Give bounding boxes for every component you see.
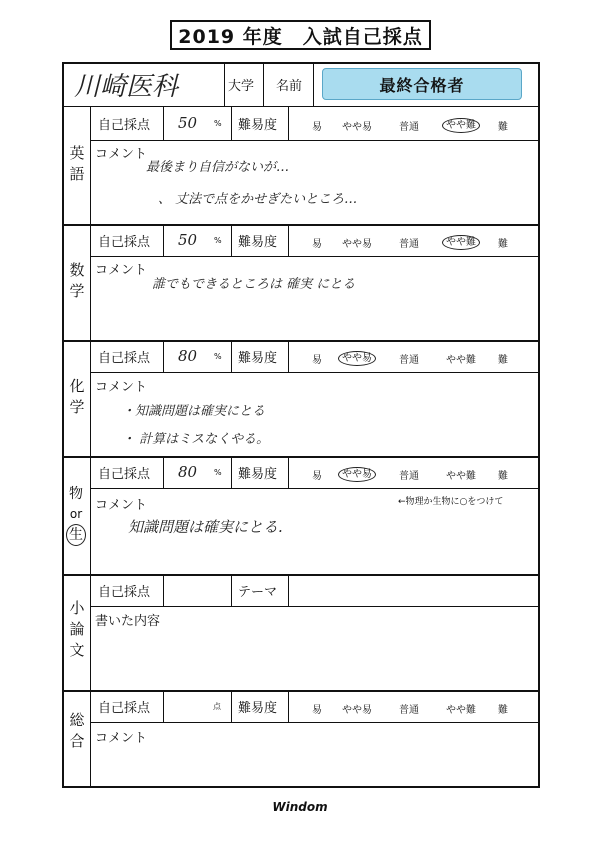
difficulty-option-hard[interactable]: 難 (498, 122, 508, 133)
difficulty-option-normal[interactable]: 普通 (399, 705, 419, 716)
difficulty-option-hard[interactable]: 難 (498, 471, 508, 482)
written-content-label: 書いた内容 (95, 614, 161, 629)
difficulty-option-hard[interactable]: 難 (498, 705, 508, 716)
selected-difficulty: やや易 (338, 351, 376, 366)
difficulty-option-normal[interactable]: 普通 (399, 122, 419, 133)
divider (90, 106, 91, 788)
divider (90, 488, 540, 489)
difficulty-option-normal[interactable]: 普通 (399, 355, 419, 366)
footer-brand: Windom (272, 800, 328, 814)
divider (288, 574, 289, 606)
subject-biology-circled[interactable]: 生 (66, 524, 86, 546)
university-label: 大学 (228, 78, 255, 94)
comment-label: コメント (95, 498, 148, 513)
subject-label-math (62, 262, 90, 304)
percent-sign: % (214, 118, 222, 128)
subject-label-english (62, 145, 90, 187)
comment-label: コメント (95, 147, 148, 162)
points-label: 点 (213, 701, 221, 711)
comment-label: コメント (95, 380, 148, 395)
divider (90, 140, 540, 141)
difficulty-option-somewhat-hard[interactable]: やや難 (446, 705, 476, 716)
divider (163, 224, 164, 256)
subject-or: or (69, 507, 83, 521)
comment-line[interactable]: 、 丈法で点をかせぎたいところ… (158, 192, 358, 207)
self-score-label: 自己採点 (98, 584, 151, 600)
comment-line[interactable]: ・知識問題は確実にとる (122, 404, 266, 419)
subject-char: 総合 (67, 712, 86, 754)
self-score-label: 自己採点 (98, 117, 151, 133)
comment-line[interactable]: ・ 計算はミスなくやる。 (122, 432, 270, 447)
percent-sign: % (214, 235, 222, 245)
score-value[interactable]: 80 (178, 347, 198, 365)
divider (313, 62, 314, 106)
percent-sign: % (214, 467, 222, 477)
difficulty-option-normal[interactable]: 普通 (399, 239, 419, 250)
difficulty-label: 難易度 (238, 466, 278, 482)
subject-label-physics-or-biology (62, 484, 90, 546)
self-score-label: 自己採点 (98, 350, 151, 366)
divider (224, 62, 225, 106)
subject-choice-instruction: ←物理か生物に○をつけて (398, 497, 504, 507)
self-score-label: 自己採点 (98, 466, 151, 482)
name-label: 名前 (276, 78, 303, 94)
difficulty-label: 難易度 (238, 117, 278, 133)
divider (90, 372, 540, 373)
difficulty-option-normal[interactable]: 普通 (399, 471, 419, 482)
divider (90, 722, 540, 723)
selected-difficulty: やや難 (442, 235, 480, 250)
subject-label-overall (62, 712, 90, 754)
score-value[interactable]: 50 (178, 231, 198, 249)
subject-char: 英語 (67, 145, 86, 187)
divider (231, 690, 232, 722)
subject-label-chemistry (62, 378, 90, 420)
difficulty-option-easy[interactable]: 易 (312, 355, 322, 366)
difficulty-option-somewhat-easy[interactable]: やや易 (342, 239, 372, 250)
difficulty-option-easy[interactable]: 易 (312, 705, 322, 716)
difficulty-option-hard[interactable]: 難 (498, 355, 508, 366)
score-value[interactable]: 50 (178, 114, 198, 132)
difficulty-option-somewhat-easy[interactable] (336, 349, 378, 364)
subject-label-essay (62, 600, 90, 663)
difficulty-option-hard[interactable]: 難 (498, 239, 508, 250)
divider (163, 574, 164, 606)
divider (163, 106, 164, 140)
subject-char: 化学 (67, 378, 86, 420)
subject-physics[interactable]: 物 (69, 486, 83, 502)
divider (288, 340, 289, 372)
difficulty-option-easy[interactable]: 易 (312, 122, 322, 133)
page-title: 2019 年度 入試自己採点 (170, 20, 431, 50)
university-name-field[interactable]: 川崎医科 (74, 71, 179, 102)
divider (163, 690, 164, 722)
difficulty-option-somewhat-hard[interactable] (440, 233, 482, 248)
difficulty-label: 難易度 (238, 350, 278, 366)
difficulty-option-somewhat-easy[interactable]: やや易 (342, 122, 372, 133)
final-pass-badge: 最終合格者 (322, 68, 522, 100)
selected-difficulty: やや難 (442, 118, 480, 133)
divider (263, 62, 264, 106)
divider (288, 690, 289, 722)
score-value[interactable]: 80 (178, 463, 198, 481)
divider (231, 224, 232, 256)
divider (163, 340, 164, 372)
divider (288, 224, 289, 256)
divider (288, 106, 289, 140)
difficulty-option-somewhat-hard[interactable]: やや難 (446, 355, 476, 366)
difficulty-option-easy[interactable]: 易 (312, 471, 322, 482)
divider (90, 606, 540, 607)
divider (231, 340, 232, 372)
divider (231, 106, 232, 140)
difficulty-option-somewhat-easy[interactable]: やや易 (342, 705, 372, 716)
divider (163, 456, 164, 488)
selected-difficulty: やや易 (338, 467, 376, 482)
divider (231, 574, 232, 606)
self-score-label: 自己採点 (98, 234, 151, 250)
comment-label: コメント (95, 263, 148, 278)
comment-label: コメント (95, 731, 148, 746)
difficulty-label: 難易度 (238, 234, 278, 250)
comment-line[interactable]: 誰でもできるところは 確実 にとる (152, 277, 356, 292)
difficulty-option-somewhat-hard[interactable] (440, 116, 482, 131)
theme-label: テーマ (238, 584, 278, 600)
difficulty-option-somewhat-easy[interactable] (336, 465, 378, 480)
divider (90, 256, 540, 257)
difficulty-label: 難易度 (238, 700, 278, 716)
self-score-label: 自己採点 (98, 700, 151, 716)
difficulty-option-somewhat-hard[interactable]: やや難 (446, 471, 476, 482)
comment-line[interactable]: 知識問題は確実にとる. (128, 518, 283, 536)
subject-char: 数学 (67, 262, 86, 304)
divider (288, 456, 289, 488)
form-frame (62, 62, 540, 788)
divider (231, 456, 232, 488)
subject-char: 小論文 (67, 600, 86, 663)
percent-sign: % (214, 351, 222, 361)
difficulty-option-easy[interactable]: 易 (312, 239, 322, 250)
comment-line[interactable]: 最後まり自信がないが… (146, 160, 290, 175)
